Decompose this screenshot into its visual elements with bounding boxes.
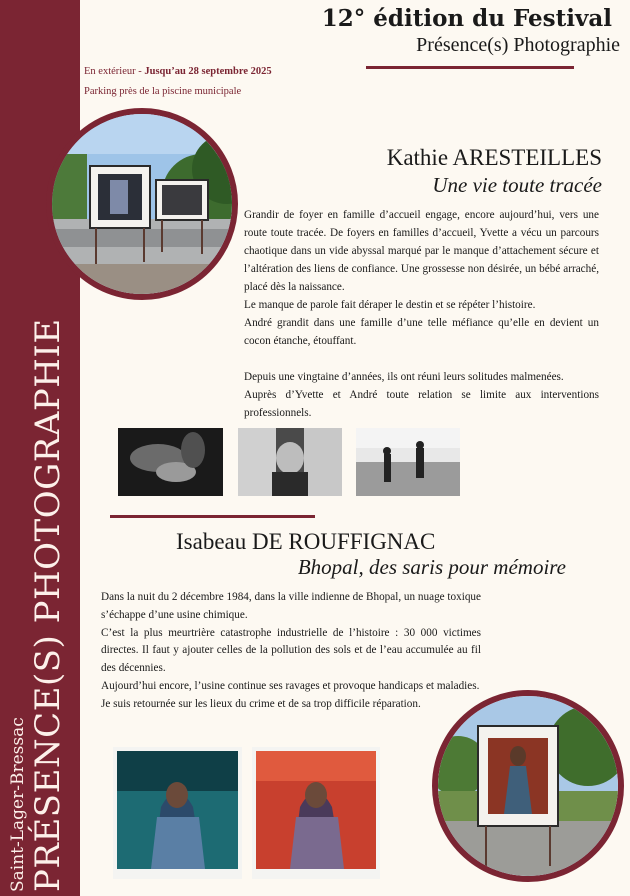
artist1-paragraph: Auprès d’Yvette et André toute relation se limite aux interventions professionnels. [244,389,599,419]
artist2-paragraph: Dans la nuit du 2 décembre 1984, dans la ville indienne de Bhopal, un nuage toxique s’échappe d’une usine chimique. [101,591,481,621]
header-divider [366,66,574,69]
artist2-paragraph: Aujourd’hui encore, l’usine continue ses ravages et provoque handicaps et maladies. [101,679,480,692]
artist1-text [244,206,599,422]
artist2-paragraph: C’est la plus meurtrière catastrophe industrielle de l’histoire : 30 000 victimes directes. Il faut y ajouter celles de la pollution des sols et de l’eau accumulée au fil des décennies. [101,626,481,675]
exhibition-photo-2 [432,690,624,882]
artist1-name: Kathie ARESTEILLES [386,145,602,170]
sidebar-town: Saint-Lager-Bressac [8,717,28,892]
artist1-paragraph: André grandit dans une famille d’une telle méfiance qu’elle en devient un cocon étanche, étouffant. [244,317,599,347]
header-title: 12° édition du Festival [321,5,612,32]
artist2-photo-red [252,747,380,879]
info-prefix: En extérieur - [84,66,145,77]
info-location: Parking près de la piscine municipale [84,86,242,97]
sidebar-festival-title: PRÉSENCE(S) PHOTOGRAPHIE [28,318,68,892]
artist2-text [101,589,481,714]
artist1-title: Une vie toute tracée [432,173,602,197]
artist1-paragraph: Grandir de foyer en famille d’accueil engage, encore aujourd’hui, vers une route toute tracée. De foyers en familles d’accueil, Yvette a vécu un parcours chaotique dans un vide abyssal marqué par le manque d’attachement sécure et l’altération des liens de confiance. Une grossesse non désirée, un bébé arraché, placé dès la naissance. [244,209,599,293]
exhibition-photo-1 [46,108,238,300]
artist1-photo-hands [118,428,223,496]
artist1-photo-portrait [238,428,342,496]
artist2-title: Bhopal, des saris pour mémoire [297,555,566,579]
artist1-paragraph: Depuis une vingtaine d’années, ils ont réuni leurs solitudes malmenées. [244,371,564,383]
info-dates-bold: Jusqu’au 28 septembre 2025 [144,66,272,77]
artist2-photo-teal [113,747,242,879]
section-divider [110,515,315,518]
artist1-paragraph: Le manque de parole fait déraper le destin et se répéter l’histoire. [244,299,536,311]
artist1-photo-beach [356,428,460,496]
info-dates [84,66,272,77]
artist2-name: Isabeau DE ROUFFIGNAC [176,529,436,554]
header-subtitle: Présence(s) Photographie [416,34,620,56]
artist2-paragraph: Je suis retournée sur les lieux du crime et de sa trop difficile réparation. [101,697,421,710]
